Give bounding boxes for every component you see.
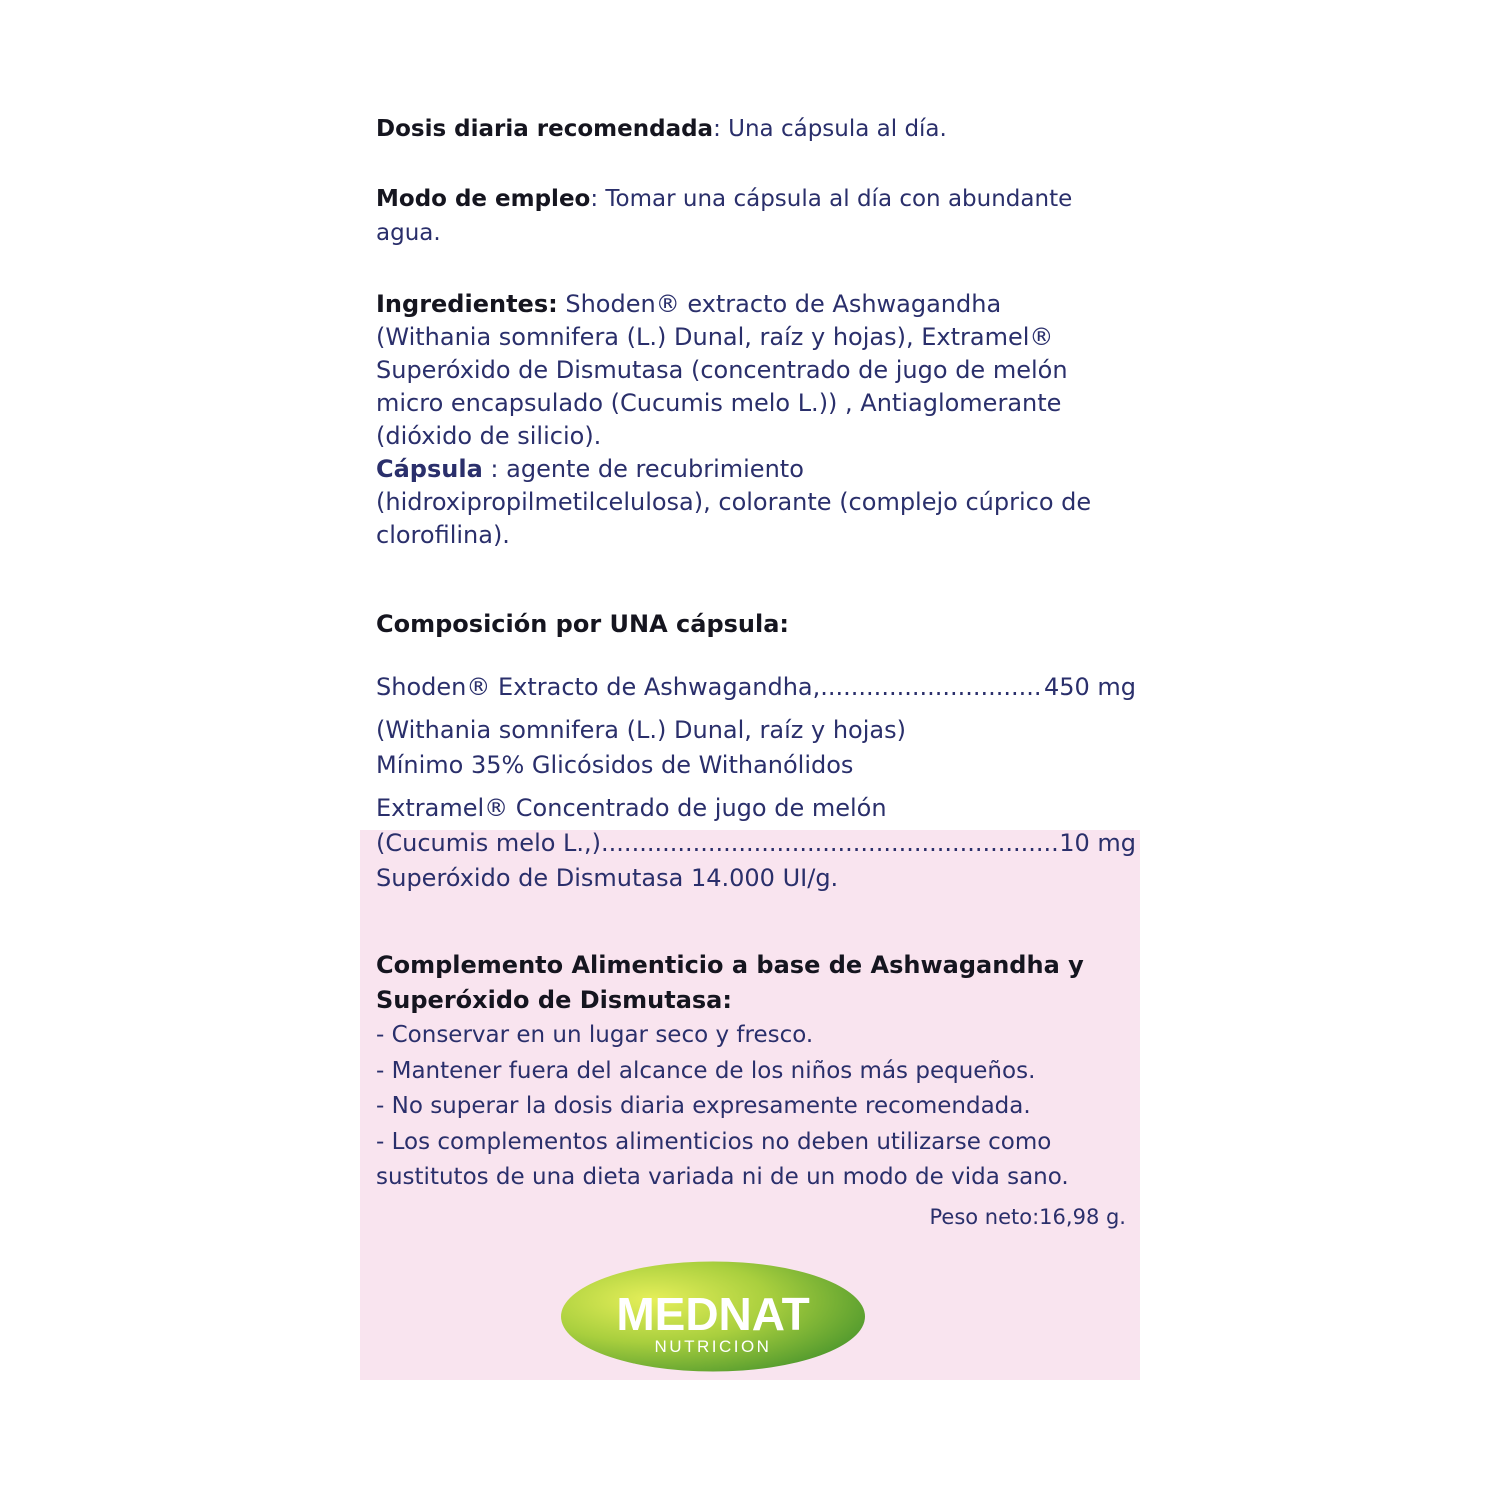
logo-brand: MEDNAT	[616, 1288, 810, 1340]
mednat-logo-icon	[560, 1260, 866, 1373]
extramel-source: (Cucumis melo L.,)	[376, 829, 602, 857]
extramel-activity: Superóxido de Dismutasa 14.000 UI/g.	[376, 864, 839, 892]
extramel-amount: 10 mg	[1059, 829, 1136, 857]
complemento-title-line1: Complemento Alimenticio a base de Ashwagandha y	[376, 951, 1084, 979]
composition-row-extramel	[376, 826, 1136, 861]
logo-sub: NUTRICION	[654, 1337, 772, 1356]
composicion-heading: Composición por UNA cápsula:	[376, 610, 790, 638]
warning-item: - Los complementos alimenticios no deben utilizarse como	[376, 1128, 1052, 1155]
leader-dots	[820, 670, 1044, 705]
shoden-amount: 450 mg	[1043, 673, 1136, 701]
warning-item: - Mantener fuera del alcance de los niños más pequeños.	[376, 1057, 1036, 1084]
extramel-name: Extramel® Concentrado de jugo de melón	[376, 794, 887, 822]
capsula-paragraph	[376, 453, 1126, 552]
warning-item: - Conservar en un lugar seco y fresco.	[376, 1022, 814, 1048]
modo-paragraph	[376, 182, 1116, 250]
modo-label: Modo de empleo	[376, 186, 591, 212]
leader-dots	[601, 826, 1059, 861]
dosis-paragraph	[376, 112, 1146, 146]
ingredientes-paragraph	[376, 288, 1076, 453]
net-weight: Peso neto:16,98 g.	[929, 1205, 1126, 1229]
dosis-label: Dosis diaria recomendada	[376, 116, 714, 142]
warning-item-continued: sustitutos de una dieta variada ni de un modo de vida sano.	[376, 1164, 1069, 1190]
warning-item: - No superar la dosis diaria expresamente recomendada.	[376, 1093, 1031, 1119]
shoden-source: (Withania somnifera (L.) Dunal, raíz y hojas)	[376, 716, 906, 744]
shoden-name: Shoden® Extracto de Ashwagandha,	[376, 673, 821, 701]
ingredientes-label: Ingredientes:	[376, 290, 558, 318]
ingredientes-text: Shoden® extracto de Ashwagandha (Withania somnifera (L.) Dunal, raíz y hojas), Extramel® Superóxido de Dismutasa (concentrado de jugo de melón micro encapsulado (Cucumis melo L.)) , Antiaglomerante (dióxido de silicio).	[376, 290, 1068, 450]
capsula-label: Cápsula	[376, 455, 483, 483]
label-content	[376, 112, 1146, 1196]
capsula-text: : agente de recubrimiento (hidroxipropilmetilcelulosa), colorante (complejo cúprico de clorofilina).	[376, 455, 1092, 549]
complemento-title-line2: Superóxido de Dismutasa:	[376, 986, 732, 1014]
modo-text: : Tomar una cápsula al día con abundante agua.	[376, 186, 1073, 246]
dosis-text: : Una cápsula al día.	[713, 116, 947, 142]
complemento-title	[376, 948, 1146, 1018]
shoden-minimum: Mínimo 35% Glicósidos de Withanólidos	[376, 751, 854, 779]
composition-row-shoden	[376, 670, 1136, 705]
